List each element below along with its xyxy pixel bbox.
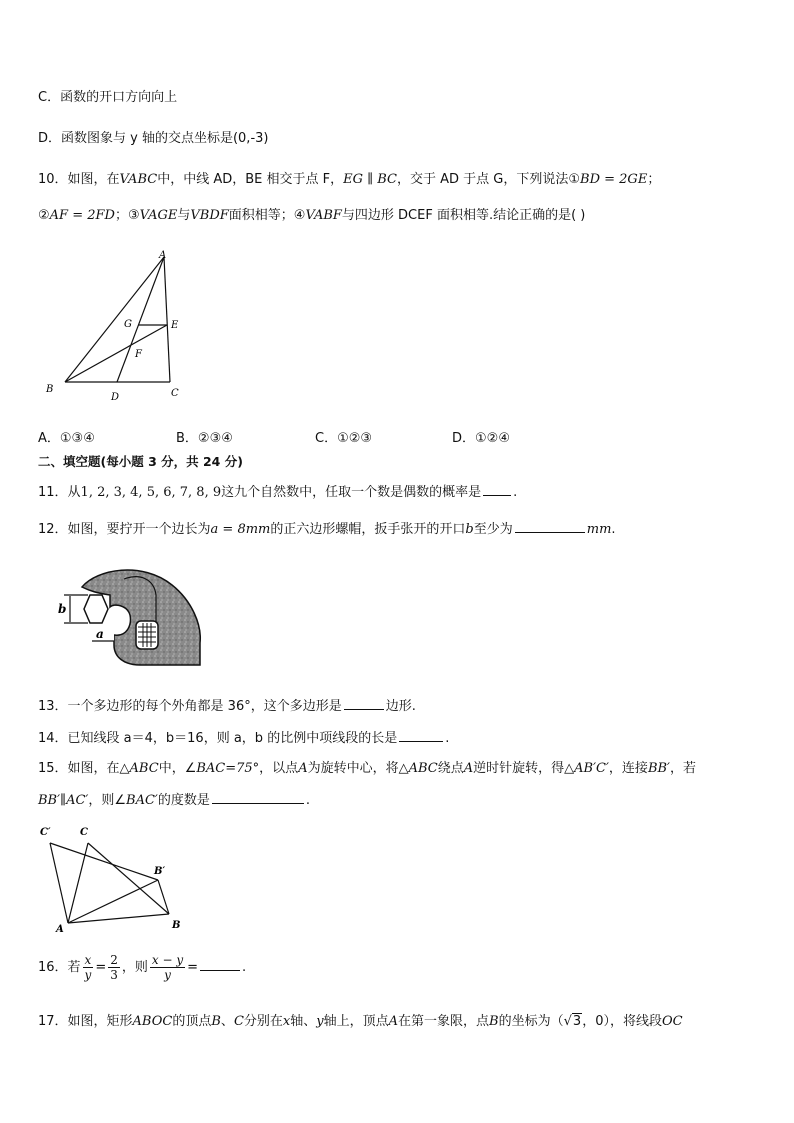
q17-text: 轴上，顶点 xyxy=(323,1014,389,1029)
q15-math: BAC=75° xyxy=(196,761,260,776)
q17-math: A xyxy=(388,1014,399,1029)
q15-text: 的度数是 xyxy=(157,793,210,808)
q16-text: ，则 xyxy=(121,960,148,975)
q12-math: a = 8mm xyxy=(210,522,271,537)
denominator: 3 xyxy=(110,968,118,982)
triangle-figure xyxy=(40,248,200,404)
label-b-prime: B′ xyxy=(154,866,166,877)
q10-text: 面积相等；④ xyxy=(228,208,306,223)
q15-math: BAC′ xyxy=(126,793,158,808)
q10-text: 中，中线 AD，BE 相交于点 F， xyxy=(157,172,344,187)
q10-math: BD = 2GE xyxy=(580,172,648,187)
hexagon-nut xyxy=(84,595,108,623)
q12-text: 12．如图，要拧开一个边长为 xyxy=(38,522,211,537)
fraction-2-over-3 xyxy=(108,953,120,982)
q15-text: 15．如图，在△ xyxy=(38,761,130,776)
question-16 xyxy=(38,953,246,983)
q17-text: 在第一象限，点 xyxy=(398,1014,490,1029)
label-a: a xyxy=(96,627,104,641)
label-e: E xyxy=(171,320,179,331)
q17-math: y xyxy=(316,1014,324,1029)
q16-end: . xyxy=(242,960,247,975)
q10-text: ； xyxy=(647,172,661,187)
q15-math: AB′C′ xyxy=(574,761,609,776)
q17-text: 的坐标为（ xyxy=(498,1014,564,1029)
q15-math: ABC xyxy=(408,761,438,776)
q10-text: 10．如图，在 xyxy=(38,172,120,187)
q15-math: A xyxy=(298,761,308,776)
numerator: x xyxy=(84,953,92,967)
q15-text: ，以点 xyxy=(259,761,299,776)
q11-text: 11．从 xyxy=(38,485,81,500)
sqrt-symbol: √ xyxy=(563,1014,572,1029)
q12-math: b xyxy=(465,522,474,537)
q17-text: 分别在 xyxy=(243,1014,283,1029)
q10-math: VAGE xyxy=(139,208,178,223)
segment-ab xyxy=(65,257,164,382)
q15-text: ，若 xyxy=(670,761,697,776)
question-13 xyxy=(38,697,416,716)
rotation-figure xyxy=(36,822,188,934)
label-a: A xyxy=(159,250,167,261)
option-a: A．①③④ xyxy=(38,431,95,446)
equals-sign: = xyxy=(187,960,199,975)
q17-math: x xyxy=(282,1014,291,1029)
segment-ac xyxy=(164,257,170,382)
label-d: D xyxy=(111,392,120,403)
q15-text: 中，∠ xyxy=(158,761,197,776)
q15-math: ABC xyxy=(129,761,159,776)
sqrt-radicand: 3 xyxy=(572,1014,582,1029)
q10-math: AF = 2FD xyxy=(49,208,115,223)
q15-end: . xyxy=(305,793,311,808)
q12-unit: mm xyxy=(586,522,612,537)
numerator: 2 xyxy=(110,953,118,967)
option-d-line: D．函数图象与 y 轴的交点坐标是(0,-3) xyxy=(38,131,269,146)
q10-math: VABF xyxy=(305,208,342,223)
answer-blank xyxy=(515,520,585,533)
q10-text: ，交于 AD 于点 G，下列说法① xyxy=(397,172,581,187)
question-11 xyxy=(38,483,517,502)
segment-ac xyxy=(68,843,88,923)
q11-end: . xyxy=(513,485,518,500)
q17-math: OC xyxy=(661,1014,683,1029)
question-10-line2 xyxy=(38,207,585,225)
label-b: B xyxy=(46,384,54,395)
q17-math: ABOC xyxy=(132,1014,173,1029)
question-10-line1 xyxy=(38,171,660,189)
answer-blank xyxy=(344,697,384,710)
denominator: y xyxy=(84,968,92,982)
segment-c1b1 xyxy=(50,843,158,880)
q15-text: ，则∠ xyxy=(88,793,127,808)
equals-sign: = xyxy=(95,960,107,975)
q17-text: 、 xyxy=(220,1014,234,1029)
denominator: y xyxy=(164,968,171,982)
q17-text: 17．如图，矩形 xyxy=(38,1014,133,1029)
question-15-line1 xyxy=(38,760,696,778)
q10-math: VBDF xyxy=(190,208,229,223)
question-17 xyxy=(38,1013,683,1031)
q17-math: C xyxy=(233,1014,244,1029)
label-b: b xyxy=(58,602,67,616)
median-be xyxy=(65,325,167,382)
label-g: G xyxy=(124,319,132,330)
answer-blank xyxy=(483,483,511,496)
q12-end: . xyxy=(611,522,616,537)
question-14 xyxy=(38,729,449,748)
q10-text: 与四边形 DCEF 面积相等.结论正确的是( ) xyxy=(341,208,586,223)
q15-math: BB′ xyxy=(647,761,670,776)
answer-blank xyxy=(212,791,304,804)
q11-numbers: 1, 2, 3, 4, 5, 6, 7, 8, 9 xyxy=(80,485,222,500)
q11-text: 这九个自然数中，任取一个数是偶数的概率是 xyxy=(221,485,482,500)
q15-text: 为旋转中心，将△ xyxy=(307,761,409,776)
q10-text: 与 xyxy=(177,208,191,223)
q14-end: . xyxy=(445,731,450,746)
label-c: C xyxy=(171,388,179,399)
label-c: C xyxy=(80,827,88,838)
q10-text: ② xyxy=(38,208,50,223)
label-c-prime: C′ xyxy=(40,827,51,838)
q17-math: B xyxy=(211,1014,221,1029)
section-heading: 二、填空题(每小题 3 分，共 24 分) xyxy=(38,454,243,469)
label-b: B xyxy=(172,920,181,931)
q13-text: 13．一个多边形的每个外角都是 36°，这个多边形是 xyxy=(38,699,342,714)
segment-ac1 xyxy=(50,843,68,923)
label-f: F xyxy=(135,349,142,360)
label-a: A xyxy=(56,924,64,935)
option-c-line: C．函数的开口方向向上 xyxy=(38,90,178,105)
segment-cb xyxy=(88,843,169,914)
fraction-x-minus-y-over-y xyxy=(150,953,185,982)
q15-text: 绕点 xyxy=(437,761,464,776)
question-15-line2 xyxy=(38,791,310,810)
q17-text: ，0），将线段 xyxy=(582,1014,662,1029)
q17-math: B xyxy=(489,1014,499,1029)
q15-math: BB′∥AC′ xyxy=(38,793,89,808)
numerator: x − y xyxy=(151,953,184,967)
option-c: C．①②③ xyxy=(315,431,373,446)
q12-text: 至少为 xyxy=(473,522,513,537)
option-b: B．②③④ xyxy=(176,431,233,446)
q10-text: ；③ xyxy=(114,208,140,223)
answer-blank xyxy=(200,958,240,971)
option-d: D．①②④ xyxy=(452,431,510,446)
q10-math: EG ∥ BC xyxy=(343,172,397,187)
q14-text: 14．已知线段 a＝4，b＝16，则 a，b 的比例中项线段的长是 xyxy=(38,731,398,746)
fraction-x-over-y xyxy=(83,953,94,982)
q16-text: 16．若 xyxy=(38,960,81,975)
answer-blank xyxy=(399,729,443,742)
q15-math: A xyxy=(463,761,474,776)
q15-text: 逆时针旋转，得△ xyxy=(473,761,575,776)
wrench-figure xyxy=(52,565,207,670)
q17-text: 的顶点 xyxy=(172,1014,212,1029)
q15-text: ，连接 xyxy=(608,761,648,776)
q12-text: 的正六边形螺帽，扳手张开的开口 xyxy=(270,522,466,537)
q17-text: 轴、 xyxy=(290,1014,317,1029)
q13-text: 边形. xyxy=(385,699,416,714)
q10-math: VABC xyxy=(119,172,158,187)
question-12 xyxy=(38,520,616,539)
